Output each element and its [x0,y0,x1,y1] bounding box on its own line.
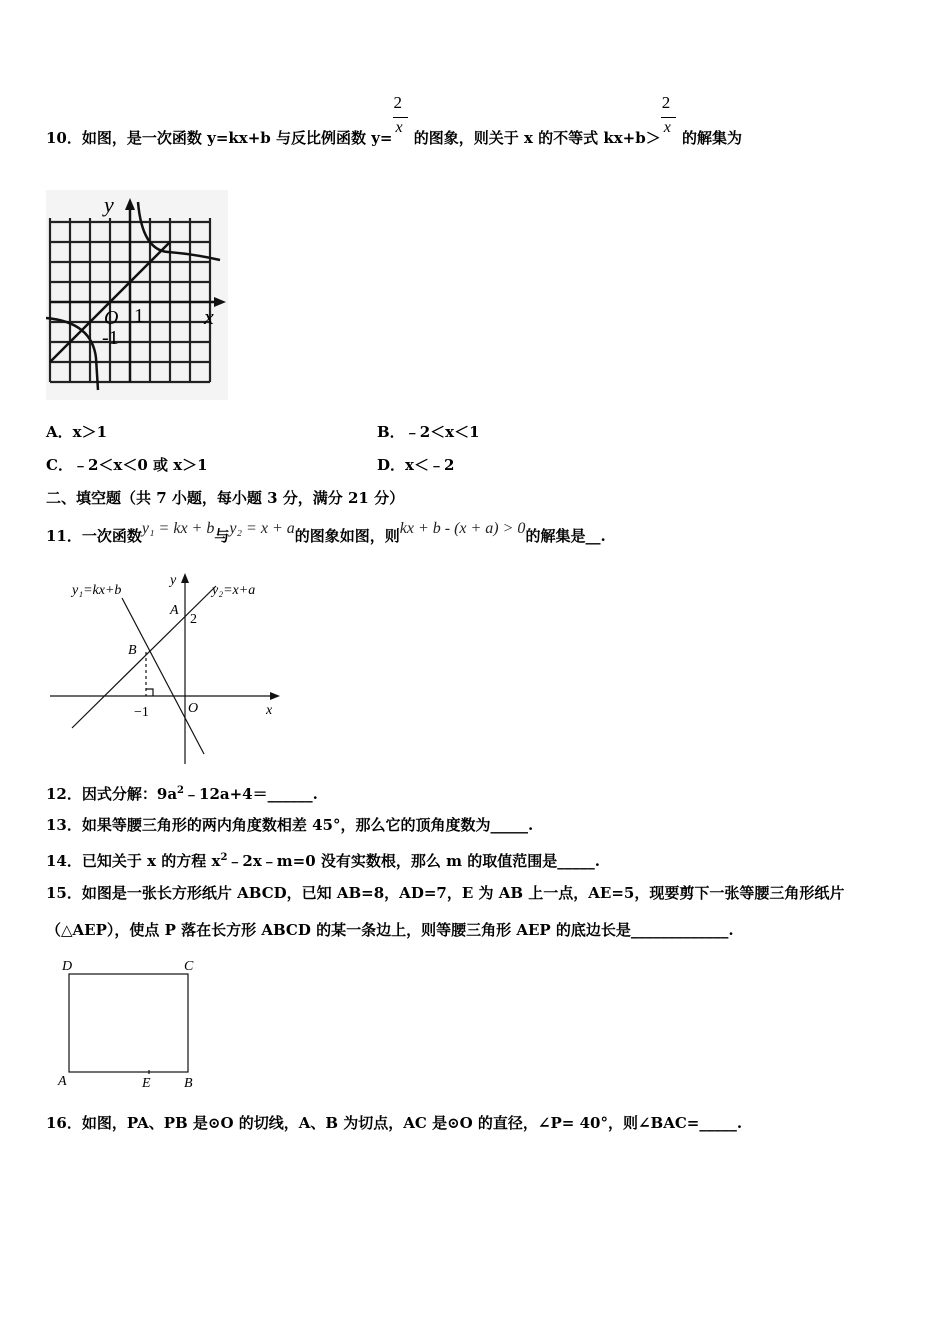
math-expression: y₁ = kx + b [141,520,215,537]
fraction-numerator: 2 [393,93,403,112]
line2-label: y₂=x+a [212,583,256,598]
point-b-label: B [128,643,137,658]
vertex-a-label: A [58,1074,67,1089]
origin-label: O [104,307,119,329]
y-axis-label: y [170,573,177,588]
question-text: 的解集为 [676,129,742,147]
question-14: 14．已知关于 x 的方程 $x^2﹣2x﹣m=0$ 没有实数根，那么 m 的取值范围是_____. [46,852,600,870]
point-a-label: A [170,603,179,618]
x-axis-label: x [204,304,214,329]
question-11: 11．一次函数y₁ = kx + b与y₂ = x + a的图象如图，则kx + b - (x + a) > 0的解集是__. [46,520,606,545]
line1-label: y₁=kx+b [72,583,122,598]
q10-graph-figure [46,190,228,400]
x-axis-arrow [270,692,280,700]
question-text: 的图象，则关于 x 的不等式 kx+b＞ [408,129,661,147]
x-axis-label: x [266,703,273,718]
fraction [661,93,677,149]
vertex-d-label: D [62,959,73,974]
question-text: 如图，是一次函数 y=kx+b 与反比例函数 y= [81,129,393,147]
option-d: D．x＜﹣2 [377,456,455,474]
fraction-denominator: x [663,119,671,136]
vertex-c-label: C [184,959,194,974]
tick-label-neg-1: -1 [102,327,119,349]
q15-rectangle-figure [54,954,214,1090]
question-16: 16．如图，PA、PB 是⊙O 的切线，A、B 为切点，AC 是⊙O 的直径，∠P= 40°，则∠BAC=_____. [46,1114,743,1132]
math-expression: kx + b - (x + a) > 0 [399,520,526,537]
section-title: 二、填空题（共 7 小题，每小题 3 分，满分 21 分） [46,489,405,507]
question-15-line2: （△AEP），使点 P 落在长方形 ABCD 的某一条边上，则等腰三角形 AEP 的底边长是_____________. [46,921,734,939]
tick-label-1: 1 [134,305,144,327]
fraction [393,93,409,149]
y-axis-label: y [104,192,114,217]
math-expression: y₂ = x + a [229,520,295,537]
origin-label: O [188,701,199,716]
q11-graph-figure [46,568,286,768]
fraction-denominator: x [395,119,403,136]
superscript: 2 [220,852,228,863]
question-12: 12．因式分解：$9a^2﹣12a+4=\_\_\_\_\_\_$. [46,785,318,803]
question-15-line1: 15．如图是一张长方形纸片 ABCD，已知 AB=8，AD=7，E 为 AB 上一点，AE=5，现要剪下一张等腰三角形纸片 [46,884,845,902]
superscript: 2 [177,785,185,796]
option-a: A．x＞1 [46,423,108,441]
question-10 [46,93,742,149]
question-number: 10． [46,129,82,147]
question-13: 13．如果等腰三角形的两内角度数相差 45°，那么它的顶角度数为_____. [46,816,534,834]
vertex-b-label: B [184,1076,193,1090]
tick-label-2: 2 [190,612,197,627]
y-axis-arrow [181,573,189,583]
option-c: C．﹣2＜x＜0 或 x＞1 [46,456,208,474]
tick-label-neg-1: −1 [134,705,149,720]
point-e-label: E [142,1076,151,1090]
option-b: B．﹣2＜x＜1 [377,423,480,441]
fraction-numerator: 2 [661,93,671,112]
